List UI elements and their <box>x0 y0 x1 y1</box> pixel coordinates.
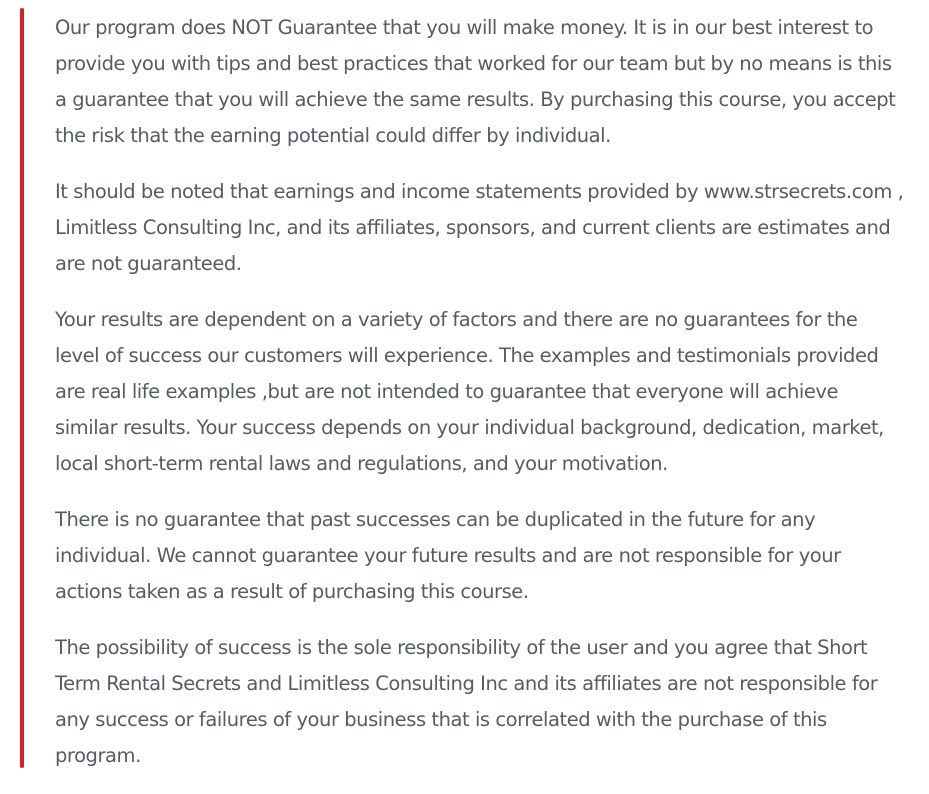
paragraph-no-guarantee: Our program does NOT Guarantee that you will make money. It is in our best interest to provide you with tips and best practices that worked for our team but by no means is this a guarantee that you will achieve the same results. By purchasing this course, you accept the risk that the earning potential could differ by individual. <box>55 16 896 147</box>
paragraph-user-responsibility: The possibility of success is the sole responsibility of the user and you agree that Short Term Rental Secrets and Limitless Consulting Inc and its affiliates are not responsible for any success or failures of your business that is correlated with the purchase of this program. <box>55 636 878 767</box>
disclaimer-text <box>55 10 905 794</box>
paragraph-past-successes: There is no guarantee that past successes can be duplicated in the future for any individual. We cannot guarantee your future results and are not responsible for your actions taken as a result of purchasing this course. <box>55 508 841 603</box>
paragraph-results-factors: Your results are dependent on a variety of factors and there are no guarantees for the level of success our customers will experience. The examples and testimonials provided are real life examples ,but are not intended to guarantee that everyone will achieve similar results. Your success depends on your individual background, dedication, market, local short-term rental laws and regulations, and your motivation. <box>55 308 884 475</box>
accent-border <box>20 8 24 768</box>
paragraph-earnings-statements: It should be noted that earnings and income statements provided by www.strsecrets.com , Limitless Consulting Inc, and its affiliates, sponsors, and current clients are estimates and are not guaranteed. <box>55 180 904 275</box>
